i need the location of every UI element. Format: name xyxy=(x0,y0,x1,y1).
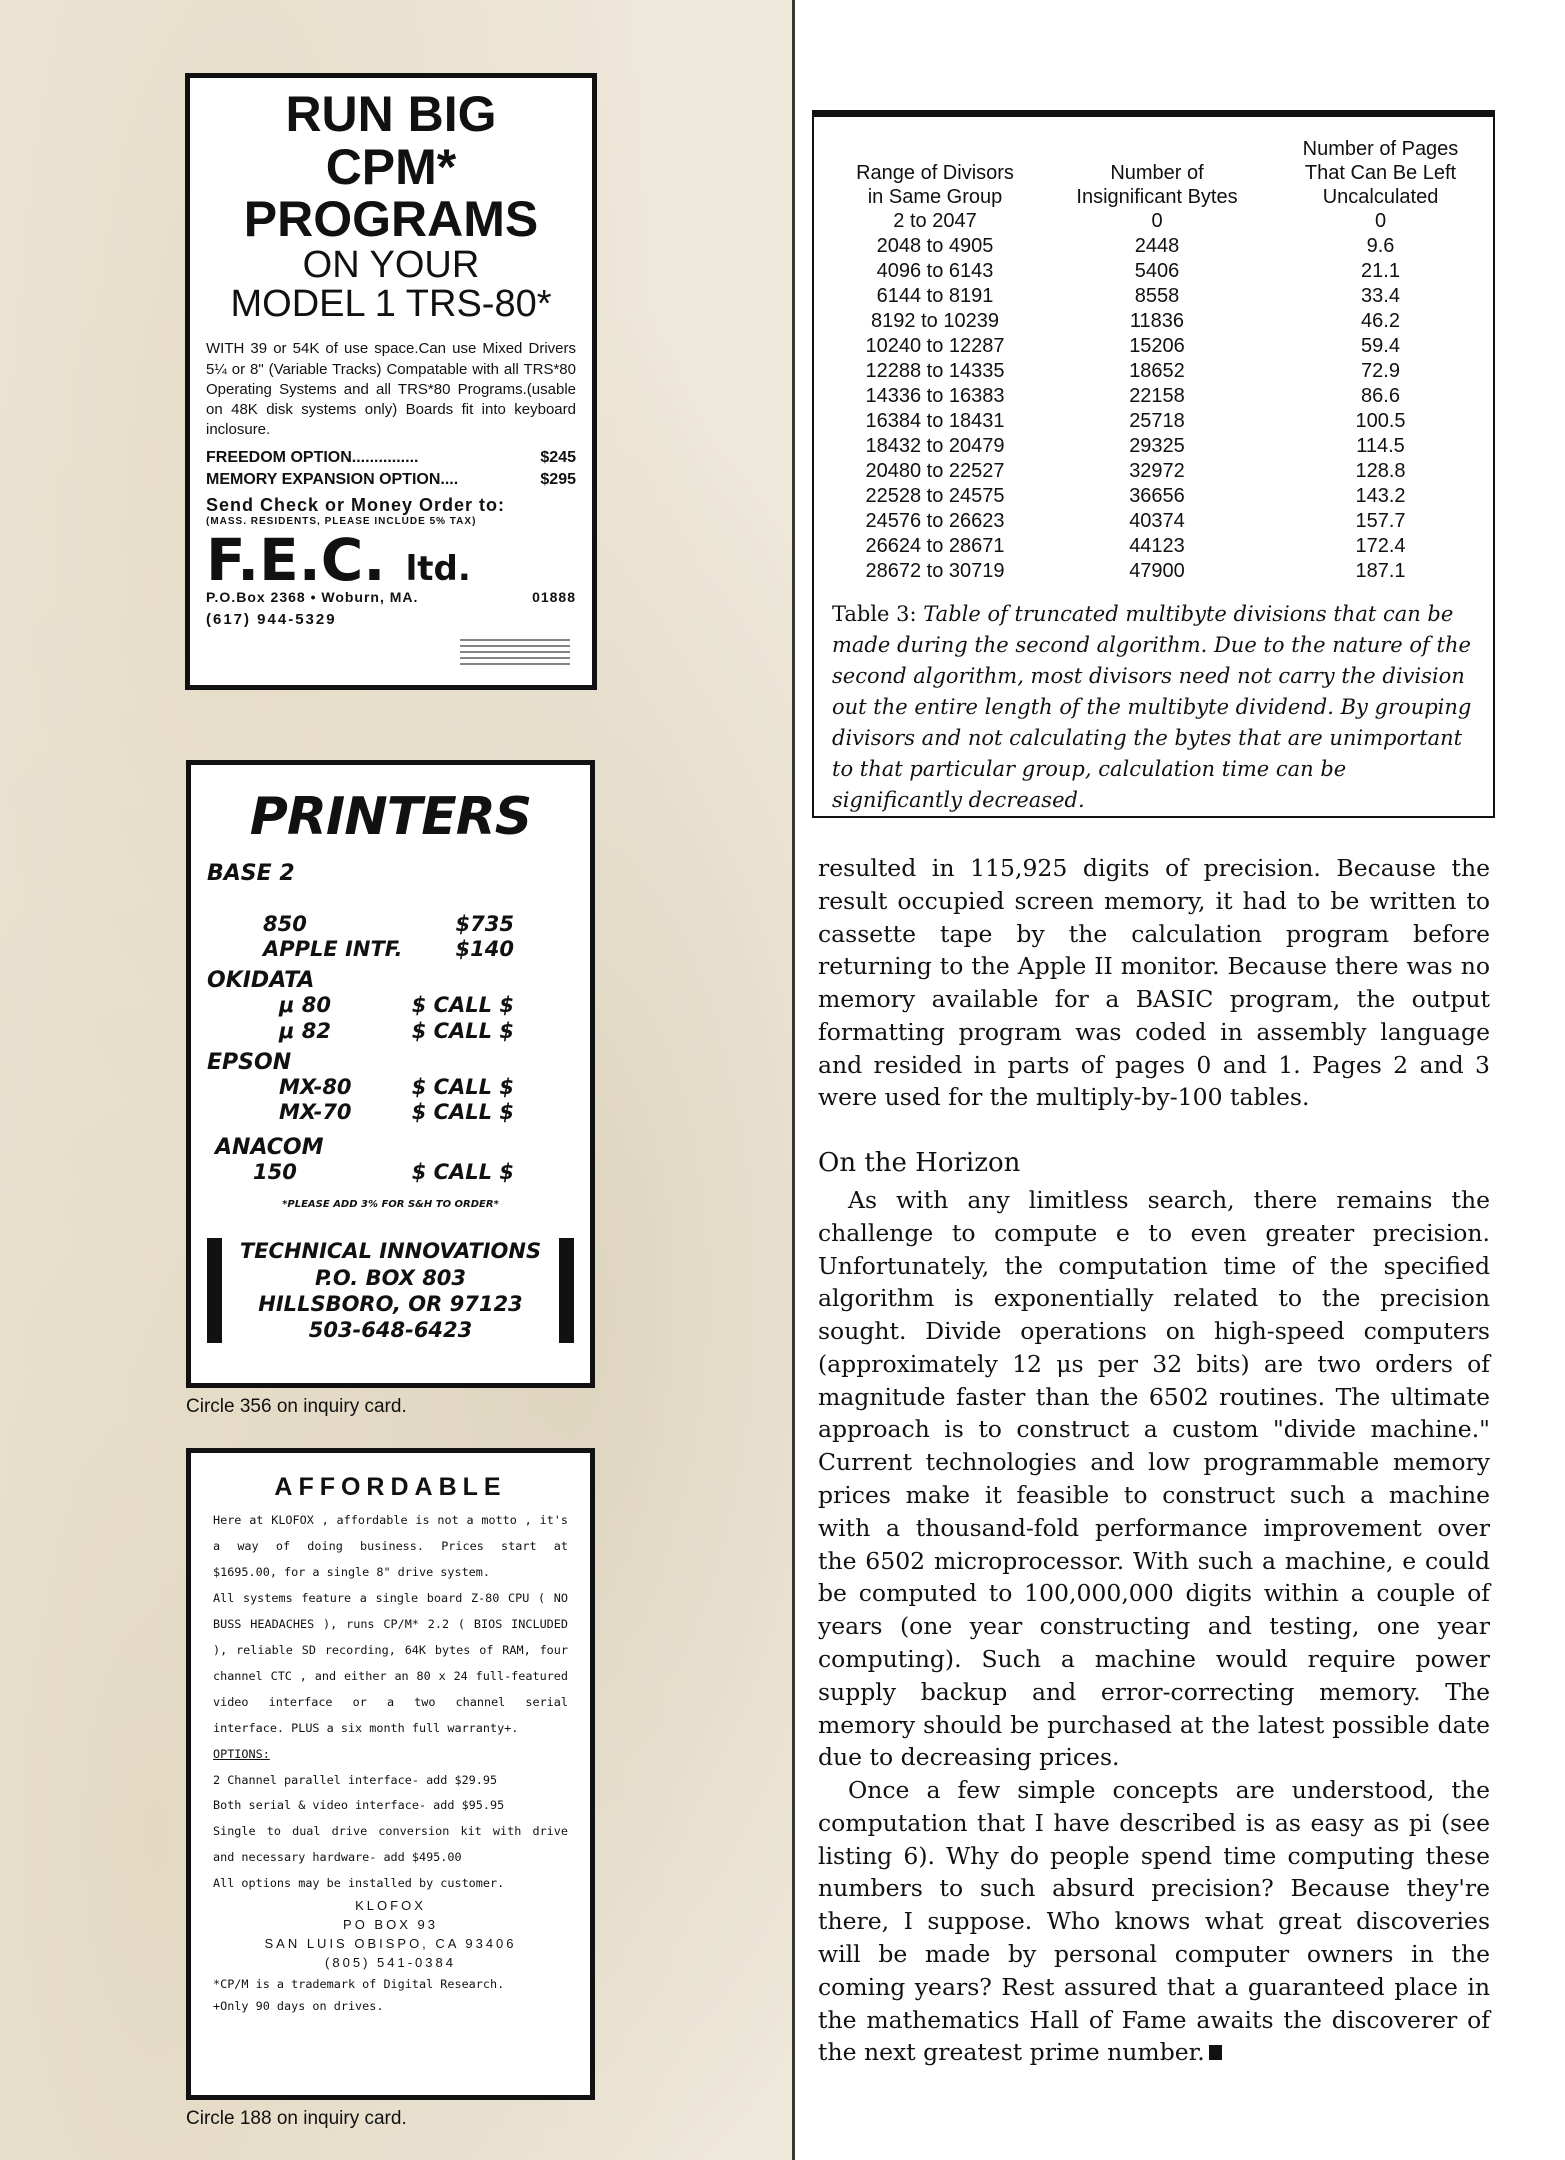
company-phone: (617) 944-5329 xyxy=(206,611,337,629)
table-cell: 26624 to 28671 xyxy=(865,535,1005,557)
table-cell: 29325 xyxy=(1129,435,1185,457)
logo-suffix: ltd. xyxy=(405,549,471,590)
paragraph-final xyxy=(818,1774,1490,2069)
table-cell: 10240 to 12287 xyxy=(865,335,1005,357)
table-cell: 5406 xyxy=(1134,260,1180,282)
option-item: Single to dual drive conversion kit with drive and necessary hardware- add $495.00 xyxy=(213,1824,568,1865)
option-item: Both serial & video interface- add $95.95 xyxy=(213,1798,505,1813)
option-item: 2 Channel parallel interface- add $29.95 xyxy=(213,1772,498,1787)
paragraph-text: As with any limitless search, there remains the challenge to compute e to even greater precision. Unfortunately, the computation time of the specified algorithm is exponentially related to the precision sought. Divide operations on high-speed computers (approximately 12 μs per 32 bits) are two orders of magnitude faster than the 6502 routines. The ultimate approach is to construct a custom "divide machine." Current technologies and low programmable memory prices make it feasible to construct such a machine with a thousand-fold performance improvement over the 6502 microprocessor. With such a machine, e could be computed to 100,000,000 digits within a couple of years (one year constructing and testing, one year computing). Such a machine would require power supply backup and error-correcting memory. The memory should be purchased at the latest possible date due to decreasing prices. xyxy=(818,1186,1490,1772)
table-row xyxy=(824,334,1493,359)
header-line: Number of xyxy=(1110,162,1204,184)
ad-title: PRINTERS xyxy=(249,787,532,847)
item-label: μ 82 xyxy=(279,1018,331,1043)
option-row xyxy=(206,447,576,469)
table-cell: 18432 to 20479 xyxy=(865,435,1005,457)
brand-base2: BASE 2 xyxy=(207,861,295,886)
contact-name: KLOFOX xyxy=(355,1898,426,1914)
table-row xyxy=(824,209,1493,234)
decorative-bar xyxy=(207,1238,222,1343)
table-row xyxy=(824,484,1493,509)
item-price: $ CALL $ xyxy=(411,1074,514,1099)
table-row xyxy=(824,459,1493,484)
table-row xyxy=(824,409,1493,434)
options-heading: OPTIONS: xyxy=(213,1746,270,1761)
footnote: +Only 90 days on drives. xyxy=(213,1999,384,2014)
company-name: TECHNICAL INNOVATIONS xyxy=(239,1239,542,1264)
header-line: Range of Divisors xyxy=(856,162,1014,184)
table-cell: 86.6 xyxy=(1361,385,1400,407)
fec-advertisement xyxy=(185,73,597,690)
ad-title: AFFORDABLE xyxy=(274,1473,507,1501)
header-line: That Can Be Left xyxy=(1304,162,1457,184)
table-row xyxy=(824,359,1493,384)
inquiry-caption: Circle 356 on inquiry card. xyxy=(186,1396,407,1417)
ad-paragraph: Here at KLOFOX , affordable is not a motto , it's a way of doing business. Prices start at $1695.00, for a single 8" drive system. xyxy=(213,1513,568,1579)
table-cell: 22158 xyxy=(1129,385,1185,407)
table-cell: 59.4 xyxy=(1361,335,1400,357)
company-address xyxy=(206,589,576,605)
table-row xyxy=(824,234,1493,259)
price-row xyxy=(207,1019,574,1044)
item-price: $ CALL $ xyxy=(411,1099,514,1124)
price-row xyxy=(207,1160,574,1185)
table-body xyxy=(824,209,1493,584)
shipping-note: *PLEASE ADD 3% FOR S&H TO ORDER* xyxy=(282,1199,499,1211)
table-cell: 172.4 xyxy=(1355,535,1406,557)
paragraph-text: resulted in 115,925 digits of precision. Because the result occupied screen memory, it had to be written to cassette tape by the calculation program before returning to the Apple II monitor. Because there was no memory available for a BASIC program, the output formatting program was coded in assembly language and resided in parts of pages 0 and 1. Pages 2 and 3 were used for the multiply-by-100 tables. xyxy=(818,854,1490,1112)
option-label: FREEDOM OPTION............... xyxy=(206,448,419,466)
item-price: $140 xyxy=(455,937,514,962)
brand-epson: EPSON xyxy=(207,1049,292,1075)
table-cell: 44123 xyxy=(1129,535,1185,557)
table-cell: 24576 to 26623 xyxy=(865,510,1005,532)
table-cell: 21.1 xyxy=(1361,260,1400,282)
table-cell: 36656 xyxy=(1129,485,1185,507)
table-cell: 47900 xyxy=(1129,560,1185,582)
table-cell: 128.8 xyxy=(1355,460,1406,482)
header-line: in Same Group xyxy=(867,186,1003,208)
article-paragraph-1 xyxy=(818,852,1490,1114)
brand-okidata: OKIDATA xyxy=(207,968,315,994)
table-cell: 20480 to 22527 xyxy=(865,460,1005,482)
item-label: 150 xyxy=(253,1160,297,1185)
table-cell: 33.4 xyxy=(1361,285,1400,307)
company-box: P.O. BOX 803 xyxy=(314,1265,467,1290)
contact-box: PO BOX 93 xyxy=(343,1917,438,1933)
item-label: MX-80 xyxy=(279,1074,352,1099)
section-heading: On the Horizon xyxy=(818,1148,1021,1178)
item-label: 850 xyxy=(263,912,307,936)
table-cell: 18652 xyxy=(1129,360,1185,382)
table-row xyxy=(824,259,1493,284)
paragraph-text: Once a few simple concepts are understood, the computation that I have described is as easy as pi (see listing 6). Why do people spend time computing these numbers to such absurd precision? Because they're there, I suppose. Who knows what great discoveries will be made by personal computer owners in the coming years? Rest assured that a guaranteed place in the mathematics Hall of Fame awaits the discoverer of the next greatest prime number. xyxy=(818,1776,1490,2067)
table-cell: 12288 to 14335 xyxy=(865,360,1005,382)
decorative-bar xyxy=(559,1238,574,1343)
klofox-advertisement xyxy=(186,1448,595,2100)
table-3-box xyxy=(812,110,1495,818)
fine-print-decoration xyxy=(460,639,570,667)
option-price: $295 xyxy=(540,470,576,488)
table-caption-text: Table of truncated multibyte divisions that can be made during the second algorithm. Due to the nature of the second algorithm, most divisors need not carry the division out the entire length of the multibyte dividend. By grouping divisors and not calculating the bytes that are unimportant to that particular group, calculation time can be significantly decreased. xyxy=(832,602,1472,813)
table-cell: 32972 xyxy=(1129,460,1185,482)
ad-headline-1: RUN BIG xyxy=(285,86,497,142)
ad-headline-5: MODEL 1 TRS-80* xyxy=(230,283,552,326)
order-instruction: Send Check or Money Order to: xyxy=(206,495,506,516)
table-cell: 11836 xyxy=(1129,310,1185,332)
option-price: $245 xyxy=(540,448,576,466)
table-header-row xyxy=(824,137,1493,209)
table-cell: 8192 to 10239 xyxy=(871,310,999,332)
table-caption-label: Table 3: xyxy=(832,602,917,626)
table-cell: 2 to 2047 xyxy=(893,210,977,232)
end-of-article-mark xyxy=(1209,2045,1222,2060)
option-label: MEMORY EXPANSION OPTION.... xyxy=(206,470,459,488)
ad-headline-3: PROGRAMS xyxy=(243,191,539,247)
table-cell: 100.5 xyxy=(1355,410,1406,432)
item-price: $ CALL $ xyxy=(411,1018,514,1043)
item-price: $735 xyxy=(455,912,514,936)
item-price: $ CALL $ xyxy=(411,1160,514,1185)
table-row xyxy=(824,284,1493,309)
table-cell: 25718 xyxy=(1129,410,1185,432)
company-phone: 503-648-6423 xyxy=(308,1318,473,1343)
table-row xyxy=(824,434,1493,459)
company-city: HILLSBORO, OR 97123 xyxy=(258,1291,523,1316)
header-line: Uncalculated xyxy=(1322,186,1439,208)
price-row xyxy=(207,937,574,962)
table-cell: 72.9 xyxy=(1361,360,1400,382)
zip-code: 01888 xyxy=(532,589,576,606)
table-row xyxy=(824,509,1493,534)
table-cell: 157.7 xyxy=(1355,510,1406,532)
price-row xyxy=(207,993,574,1018)
item-label: APPLE INTF. xyxy=(263,937,403,962)
item-label: MX-70 xyxy=(279,1099,352,1124)
ad-headline-4: ON YOUR xyxy=(302,243,480,286)
ad-headline-2: CPM* xyxy=(325,138,457,195)
ad-paragraph: All systems feature a single board Z-80 CPU ( NO BUSS HEADACHES ), runs CP/M* 2.2 ( BIOS INCLUDED ), reliable SD recording, 64K bytes of RAM, four channel CTC , and either an 80 x 24 full-featured video interface or a two channel serial interface. PLUS a six month full warranty+. xyxy=(213,1590,568,1735)
table-cell: 187.1 xyxy=(1355,560,1406,582)
header-bytes xyxy=(1046,137,1268,209)
table-cell: 14336 to 16383 xyxy=(865,385,1005,407)
table-cell: 15206 xyxy=(1129,335,1185,357)
inquiry-caption: Circle 188 on inquiry card. xyxy=(186,2108,407,2129)
table-row xyxy=(824,309,1493,334)
table-cell: 22528 to 24575 xyxy=(865,485,1005,507)
footnote: *CP/M is a trademark of Digital Research. xyxy=(213,1976,505,1991)
contact-phone: (805) 541-0384 xyxy=(325,1954,456,1970)
table-cell: 2448 xyxy=(1134,235,1180,257)
logo-text: F.E.C. xyxy=(206,526,386,595)
address-line: P.O.Box 2368 • Woburn, MA. xyxy=(206,589,419,606)
article-body xyxy=(818,1184,1490,2069)
table-row xyxy=(824,384,1493,409)
company-logo xyxy=(206,526,576,595)
table-cell: 0 xyxy=(1374,210,1387,232)
ad-body: WITH 39 or 54K of use space.Can use Mixed Drivers 5¼ or 8" (Variable Tracks) Compatable with all TRS*80 Operating Systems and all TRS*80 Programs.(usable on 48K disk systems only) Boards fit into keyboard inclosure. xyxy=(206,340,576,439)
table-cell: 143.2 xyxy=(1355,485,1406,507)
table-row xyxy=(824,559,1493,584)
printers-advertisement xyxy=(186,760,595,1388)
brand-anacom: ANACOM xyxy=(215,1135,324,1161)
contact-block xyxy=(207,1238,574,1343)
contact-city: SAN LUIS OBISPO, CA 93406 xyxy=(264,1935,517,1951)
table-cell: 46.2 xyxy=(1361,310,1400,332)
option-item: All options may be installed by customer. xyxy=(213,1876,505,1891)
option-row xyxy=(206,469,576,491)
table-caption xyxy=(832,599,1477,817)
table-cell: 0 xyxy=(1151,210,1163,232)
table-cell: 4096 to 6143 xyxy=(876,260,994,282)
price-row xyxy=(207,1100,574,1125)
header-range xyxy=(824,137,1046,209)
price-row xyxy=(207,1075,574,1100)
table-cell: 9.6 xyxy=(1366,235,1395,257)
table-cell: 6144 to 8191 xyxy=(876,285,994,307)
table-cell: 8558 xyxy=(1134,285,1180,307)
divisor-table xyxy=(824,137,1493,584)
header-line: Number of Pages xyxy=(1302,138,1459,160)
table-cell: 40374 xyxy=(1129,510,1185,532)
header-pages xyxy=(1268,137,1493,209)
table-row xyxy=(824,534,1493,559)
price-row xyxy=(207,912,574,937)
table-cell: 16384 to 18431 xyxy=(865,410,1005,432)
item-label: μ 80 xyxy=(279,993,331,1018)
item-price: $ CALL $ xyxy=(411,993,514,1018)
table-cell: 28672 to 30719 xyxy=(865,560,1005,582)
header-line: Insignificant Bytes xyxy=(1076,186,1238,208)
table-cell: 2048 to 4905 xyxy=(876,235,994,257)
contact-text xyxy=(222,1238,559,1343)
table-cell: 114.5 xyxy=(1356,435,1405,457)
tax-note: (MASS. RESIDENTS, PLEASE INCLUDE 5% TAX) xyxy=(206,516,477,528)
